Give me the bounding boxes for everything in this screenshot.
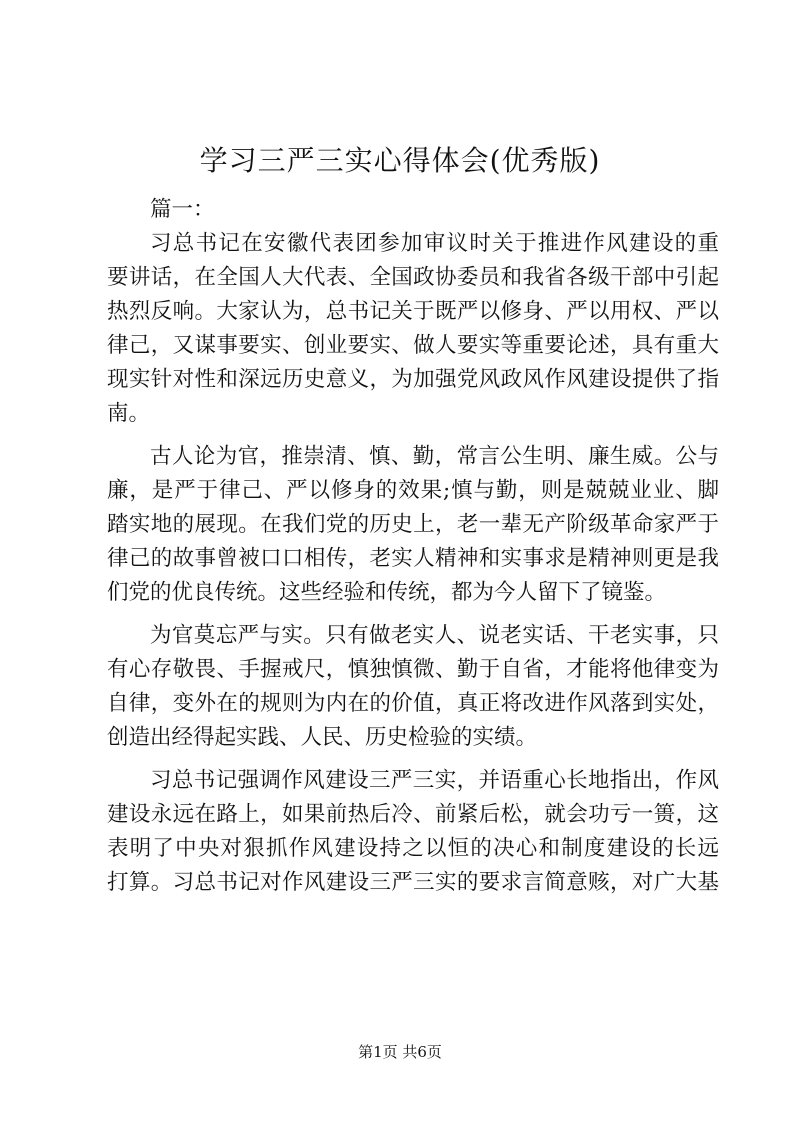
text-line: 要讲话，在全国人大代表、全国政协委员和我省各级干部中引起 xyxy=(107,265,719,290)
text-line: 律己的故事曾被口口相传，老实人精神和实事求是精神则更是我 xyxy=(107,546,719,571)
text-line: 表明了中央对狠抓作风建设持之以恒的决心和制度建设的长远 xyxy=(107,836,719,861)
document-body xyxy=(107,193,719,909)
text-line: 打算。习总书记对作风建设三严三实的要求言简意赅，对广大基 xyxy=(107,870,719,895)
text-line: 古人论为官，推崇清、慎、勤，常言公生明、廉生威。公与 xyxy=(150,444,719,469)
paragraph xyxy=(107,619,719,755)
text-line: 热烈反响。大家认为，总书记关于既严以修身、严以用权、严以 xyxy=(107,299,719,324)
paragraph xyxy=(107,764,719,900)
paragraph xyxy=(107,227,719,431)
text-line: 现实针对性和深远历史意义，为加强党风政风作风建设提供了指 xyxy=(107,367,719,392)
text-line: 有心存敬畏、手握戒尺，慎独慎微、勤于自省，才能将他律变为 xyxy=(107,657,719,682)
section-heading: 篇一： xyxy=(150,197,215,222)
paragraph xyxy=(107,440,719,610)
text-line: 们党的优良传统。这些经验和传统，都为今人留下了镜鉴。 xyxy=(107,580,667,605)
text-line: 自律，变外在的规则为内在的价值，真正将改进作风落到实处， xyxy=(107,691,719,716)
document-title: 学习三严三实心得体会(优秀版) xyxy=(199,144,601,177)
text-line: 习总书记强调作风建设三严三实，并语重心长地指出，作风 xyxy=(150,768,719,793)
text-line: 南。 xyxy=(107,401,151,426)
text-line: 创造出经得起实践、人民、历史检验的实绩。 xyxy=(107,725,538,750)
text-line: 习总书记在安徽代表团参加审议时关于推进作风建设的重 xyxy=(150,231,719,256)
text-line: 建设永远在路上，如果前热后冷、前紧后松，就会功亏一篑，这 xyxy=(107,802,719,827)
text-line: 为官莫忘严与实。只有做老实人、说老实话、干老实事，只 xyxy=(150,623,719,648)
text-line: 律己，又谋事要实、创业要实、做人要实等重要论述，具有重大 xyxy=(107,333,719,358)
text-line: 廉，是严于律己、严以修身的效果;慎与勤，则是兢兢业业、脚 xyxy=(107,478,719,503)
text-line: 踏实地的展现。在我们党的历史上，老一辈无产阶级革命家严于 xyxy=(107,512,719,537)
page-number-footer: 第1页 共6页 xyxy=(358,1043,442,1061)
